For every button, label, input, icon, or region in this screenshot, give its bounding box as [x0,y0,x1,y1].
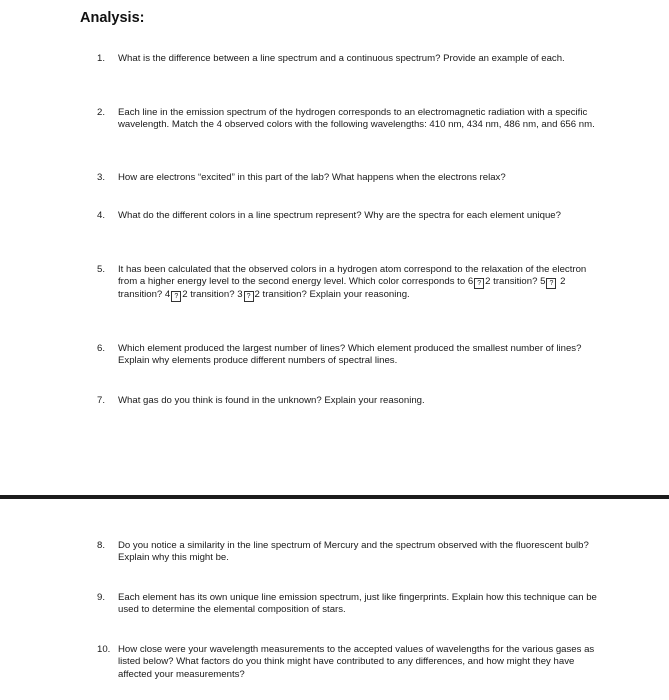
question-number: 8. [97,540,106,551]
question-text-part: 2 transition? Explain your reasoning. [254,289,410,301]
question-number: 2. [97,107,106,118]
question-text [118,264,597,302]
question-3 [97,172,597,184]
question-number: 7. [97,395,106,406]
question-number: 3. [97,172,106,183]
question-7 [97,395,597,407]
question-text-part: It has been calculated that the observed colors in a hydrogen atom correspond to the relaxation of the electron from a higher energy level to the second energy level. Which color corresponds to 6 [118,264,587,288]
question-text: What gas do you think is found in the unknown? Explain your reasoning. [118,395,425,406]
question-number: 9. [97,592,106,603]
question-8 [97,540,597,565]
section-heading: Analysis: [80,10,145,26]
page-break-divider [0,495,669,499]
question-text: Which element produced the largest number of lines? Which element produced the smallest number of lines? Explain why elements produce different numbers of spectral lines. [118,343,582,367]
question-number: 5. [97,264,106,275]
missing-glyph-box: ? [171,291,181,302]
missing-glyph-box: ? [244,291,254,302]
question-number: 10. [97,644,111,655]
missing-glyph-box: ? [546,278,556,289]
question-5 [97,264,597,302]
question-text-part: 2 transition? 3 [182,289,243,301]
question-text: Do you notice a similarity in the line spectrum of Mercury and the spectrum observed with the fluorescent bulb? Explain why this might be. [118,540,589,564]
question-text: Each line in the emission spectrum of the hydrogen corresponds to an electromagnetic radiation with a specific wavelength. Match the 4 observed colors with the following wavelengths: 410 nm, 434 nm, 486 nm, and 656 nm. [118,107,595,131]
question-number: 1. [97,53,106,64]
question-text: How are electrons “excited” in this part of the lab? What happens when the electrons relax? [118,172,506,183]
question-text: What do the different colors in a line spectrum represent? Why are the spectra for each element unique? [118,210,561,221]
question-number: 6. [97,343,106,354]
question-number: 4. [97,210,106,221]
question-text: What is the difference between a line spectrum and a continuous spectrum? Provide an example of each. [118,53,565,64]
question-6 [97,343,597,368]
missing-glyph-box: ? [474,278,484,289]
question-text: Each element has its own unique line emission spectrum, just like fingerprints. Explain how this technique can be used to determine the elemental composition of stars. [118,592,597,616]
question-9 [97,592,597,617]
question-text-part: 2 transition? 4 [118,276,566,301]
question-text: How close were your wavelength measurements to the accepted values of wavelengths for the various gases as listed below? What factors do you think might have contributed to any differences, and how might they have affected your measurements? [118,644,595,680]
question-text-part: 2 transition? 5 [485,276,546,288]
question-4 [97,210,597,222]
question-2 [97,107,597,132]
question-1 [97,53,597,65]
question-10 [97,644,597,681]
